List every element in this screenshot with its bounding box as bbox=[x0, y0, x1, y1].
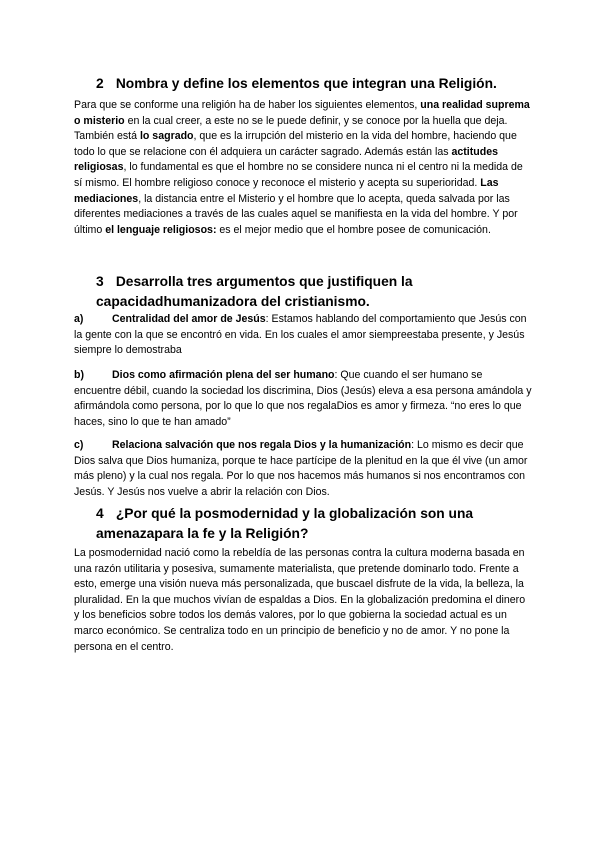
question-4-number: 4 bbox=[96, 506, 104, 521]
answer-term-lenguaje: el lenguaje religiosos: bbox=[105, 223, 217, 236]
item-text: : Estamos hablando del comportamiento que Jesús con la gente con la que se encontró en vida. En los cuales el amor siempreestaba presente, y Jesús siempre lo demostraba bbox=[74, 313, 527, 357]
answer-term-sagrado: lo sagrado bbox=[139, 130, 194, 143]
question-2-heading bbox=[96, 74, 536, 94]
answer-term-mediaciones: Las mediaciones bbox=[74, 176, 499, 205]
item-label: b) bbox=[74, 369, 84, 381]
item-term: Centralidad del amor de Jesús bbox=[112, 313, 266, 325]
question-4-answer: La posmodernidad nació como la rebeldía de las personas contra la cultura moderna basada en una razón utilitaria y posesiva, sumamente materialista, que pretende dominarlo todo. Frente a esto, emerge una visión nueva más personalizada, que buscael disfrute de la vida, la belleza, la pluralidad. En la que muchos vivían de espaldas a Dios. En la globalización predomina el dinero y los beneficios sobre todos los demás valores, por lo que gobierna la sociedad actual es un marco económico. Se centraliza todo en un principio de beneficio y no de amor. Y no pone la persona en el centro. bbox=[74, 547, 526, 653]
answer-text: , lo fundamental es que el hombre no se considere nunca ni el centro ni la medida de sí mismo. El hombre religioso conoce y reconoce el misterio y acepta su superioridad. bbox=[74, 161, 523, 189]
answer-text: , la distancia entre el Misterio y el hombre que lo acepta, queda salvada por las diferentes mediaciones a través de las cuales aquel se manifiesta en la vida del hombre. Y por último bbox=[74, 192, 518, 236]
question-3-number: 3 bbox=[96, 274, 104, 289]
question-2-number: 2 bbox=[96, 76, 104, 91]
item-label: a) bbox=[74, 313, 84, 325]
question-3-item-c bbox=[74, 438, 532, 500]
answer-text: en la cual creer, a este no se le puede definir, y se conoce por la huella que deja. También está bbox=[74, 114, 508, 143]
item-label: c) bbox=[74, 439, 84, 451]
question-3-item-b bbox=[74, 368, 532, 430]
item-text: : Que cuando el ser humano se encuentre débil, cuando la sociedad los discrimina, Dios (Jesús) eleva a esa persona amándola y afirmándola como persona, por lo que lo que nos regalaDios es amor y firmeza. “no eres lo que haces, sino lo que te han amado” bbox=[74, 369, 532, 428]
answer-term-misterio: una realidad suprema o misterio bbox=[74, 99, 530, 127]
item-text: : Lo mismo es decir que Dios salva que Dios humaniza, porque te hace partícipe de la plenitud en la que él vive (un amor más pleno) y la cual nos regala. Por lo que nos hacemos más humanos si nos encontramos con Jesús. Y Jesús nos vuelve a abrir la relación con Dios. bbox=[74, 439, 528, 498]
answer-term-actitudes: actitudes religiosas bbox=[74, 145, 499, 174]
question-3-title: Desarrolla tres argumentos que justifiquen la capacidadhumanizadora del cristianismo. bbox=[96, 274, 413, 309]
answer-text: es el mejor medio que el hombre posee de comunicación. bbox=[216, 223, 491, 236]
question-4-title: ¿Por qué la posmodernidad y la globalización son una amenazapara la fe y la Religión? bbox=[96, 506, 474, 541]
question-3-heading bbox=[96, 272, 536, 312]
question-3-item-a bbox=[74, 312, 532, 359]
question-2-title: Nombra y define los elementos que integran una Religión. bbox=[115, 76, 497, 91]
item-term: Dios como afirmación plena del ser humano bbox=[112, 369, 335, 381]
answer-text: , que es la irrupción del misterio en la vida del hombre, haciendo que todo lo que se relacione con él adquiera un carácter sagrado. Además están las bbox=[74, 130, 517, 158]
item-term: Relaciona salvación que nos regala Dios y la humanización bbox=[112, 439, 412, 451]
answer-text: Para que se conforme una religión ha de haber los siguientes elementos, bbox=[74, 99, 421, 111]
question-4-heading bbox=[96, 504, 536, 544]
question-2-answer bbox=[74, 98, 532, 238]
